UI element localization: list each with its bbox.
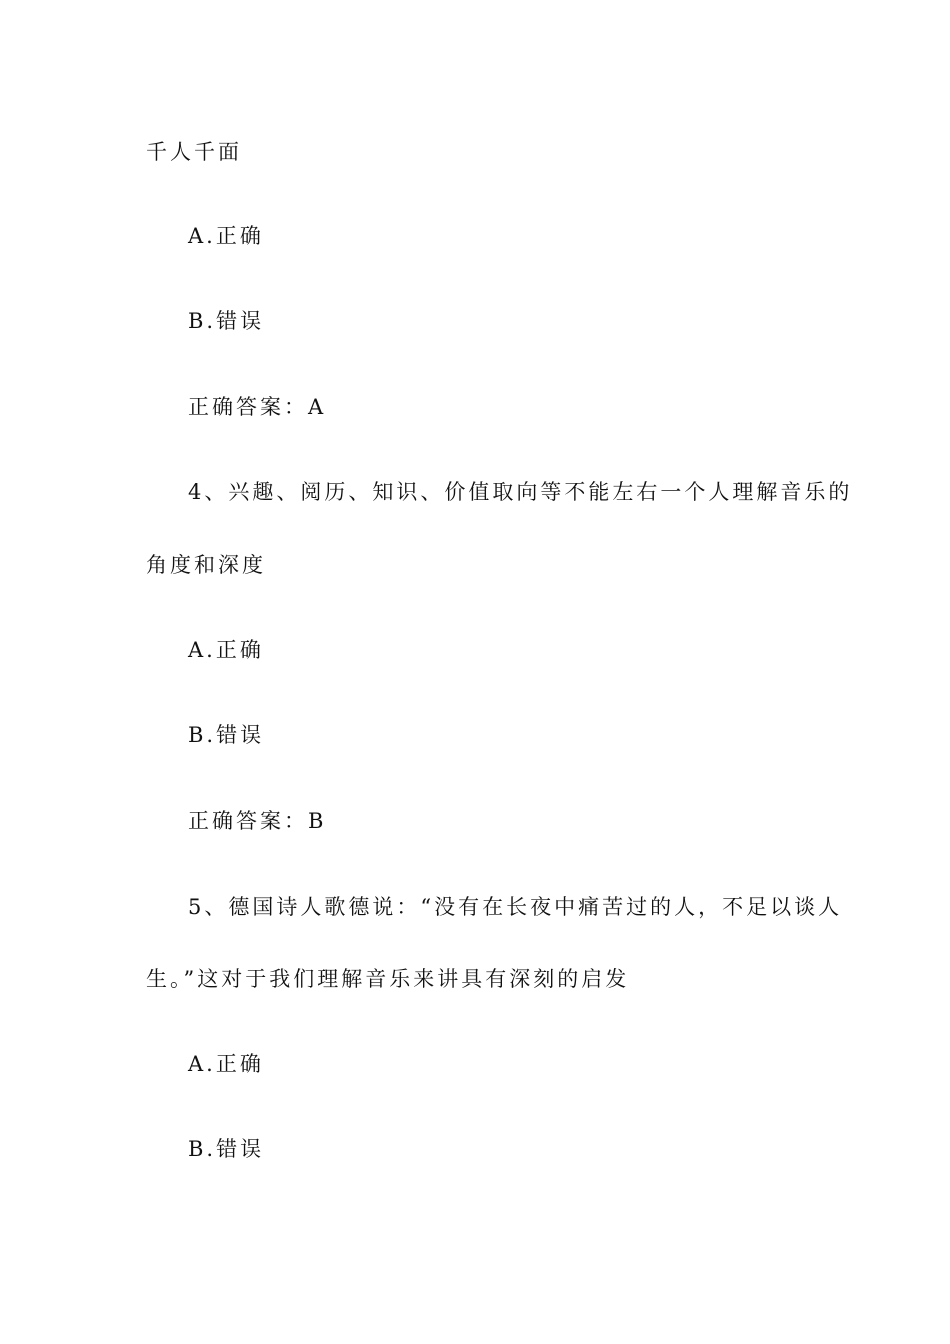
option-b: B.错误 [188, 309, 265, 333]
option-a: A.正确 [188, 638, 264, 662]
question-5-text-continuation: 生。”这对于我们理解音乐来讲具有深刻的启发 [146, 967, 630, 991]
question-text-continuation: 千人千面 [146, 140, 242, 164]
correct-answer: 正确答案：B [188, 809, 327, 833]
option-a: A.正确 [188, 224, 264, 248]
option-a: A.正确 [188, 1052, 264, 1076]
question-4-text: 4、兴趣、阅历、知识、价值取向等不能左右一个人理解音乐的 [188, 480, 853, 504]
question-5-text: 5、德国诗人歌德说：“没有在长夜中痛苦过的人，不足以谈人 [188, 895, 843, 919]
question-4-text-continuation: 角度和深度 [146, 553, 266, 577]
correct-answer: 正确答案：A [188, 395, 327, 419]
option-b: B.错误 [188, 1137, 265, 1161]
option-b: B.错误 [188, 723, 265, 747]
